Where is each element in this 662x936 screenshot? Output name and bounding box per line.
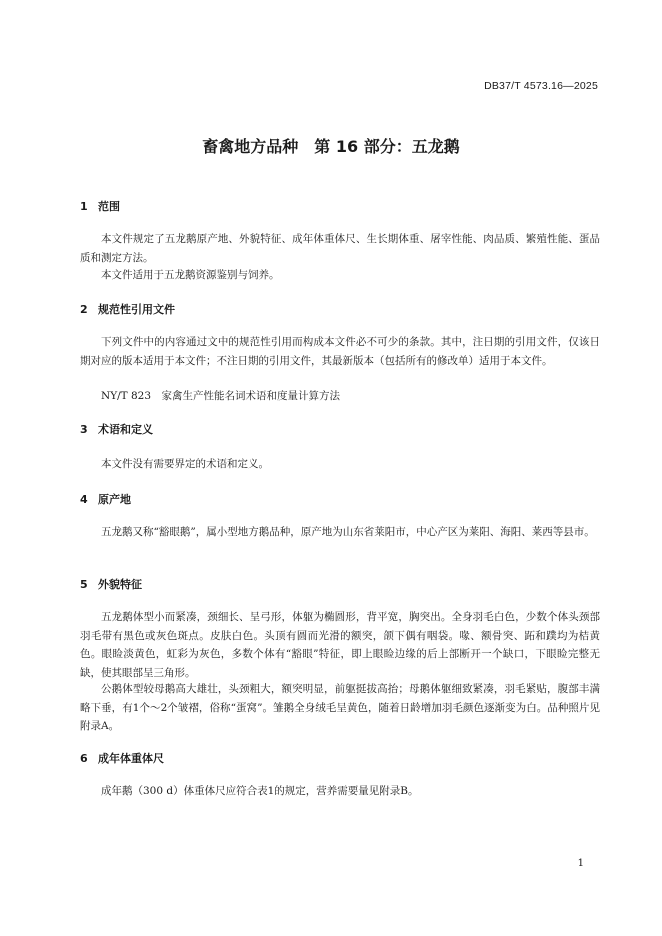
paragraph: 五龙鹅又称“豁眼鹅”，属小型地方鹅品种，原产地为山东省莱阳市，中心产区为莱阳、海阳、莱西等县市。 <box>101 526 595 538</box>
section-heading-scope <box>80 198 120 214</box>
document-code: DB37/T 4573.16—2025 <box>484 80 598 92</box>
section-title: 成年体重体尺 <box>98 752 164 765</box>
section-number: 6 <box>80 752 88 765</box>
section-heading-origin <box>80 491 131 507</box>
section-number: 2 <box>80 303 88 316</box>
reference-entry: NY/T 823 家禽生产性能名词术语和度量计算方法 <box>101 390 341 402</box>
paragraph: 本文件适用于五龙鹅资源鉴别与饲养。 <box>101 269 280 281</box>
page-number: 1 <box>577 858 584 869</box>
section-heading-appearance <box>80 576 142 592</box>
section-heading-terms <box>80 421 153 437</box>
section-title: 术语和定义 <box>98 423 153 436</box>
paragraph: 公鹅体型较母鹅高大雄壮，头颈粗大，额突明显，前躯挺拔高抬；母鹅体躯细致紧凑，羽毛紧贴，腹部丰满略下垂，有1个～2个皱褶，俗称“蛋窝”。雏鹅全身绒毛呈黄色，随着日龄增加羽毛颜色逐渐变为白。品种照片见附录A。 <box>80 683 600 732</box>
paragraph: 下列文件中的内容通过文中的规范性引用而构成本文件必不可少的条款。其中，注日期的引用文件，仅该日期对应的版本适用于本文件；不注日期的引用文件，其最新版本（包括所有的修改单）适用于本文件。 <box>80 336 600 367</box>
section-number: 3 <box>80 423 88 436</box>
paragraph: 本文件没有需要界定的术语和定义。 <box>101 458 269 470</box>
paragraph: 五龙鹅体型小而紧凑，颈细长、呈弓形，体躯为椭圆形，背平宽，胸突出。全身羽毛白色，少数个体头颈部羽毛带有黑色或灰色斑点。皮肤白色。头顶有圆而光滑的额突，颌下偶有咽袋。喙、额骨突、跖和蹼均为桔黄色。眼睑淡黄色，虹彩为灰色，多数个体有“豁眼”特征，即上眼睑边缘的后上部断开一个缺口，下眼睑完整无缺，使其眼部呈三角形。 <box>80 611 600 679</box>
document-title: 畜禽地方品种 第 16 部分：五龙鹅 <box>202 137 460 156</box>
section-heading-normative-references <box>80 301 175 317</box>
section-heading-adult-body-weight <box>80 750 164 766</box>
section-number: 5 <box>80 578 88 591</box>
paragraph: 成年鹅（300 d）体重体尺应符合表1的规定，营养需要量见附录B。 <box>101 785 419 797</box>
paragraph: 本文件规定了五龙鹅原产地、外貌特征、成年体重体尺、生长期体重、屠宰性能、肉品质、繁殖性能、蛋品质和测定方法。 <box>80 233 600 264</box>
section-title: 原产地 <box>98 493 131 506</box>
section-number: 1 <box>80 200 88 213</box>
section-title: 外貌特征 <box>98 578 142 591</box>
section-title: 范围 <box>98 200 120 213</box>
section-number: 4 <box>80 493 88 506</box>
section-title: 规范性引用文件 <box>98 303 175 316</box>
